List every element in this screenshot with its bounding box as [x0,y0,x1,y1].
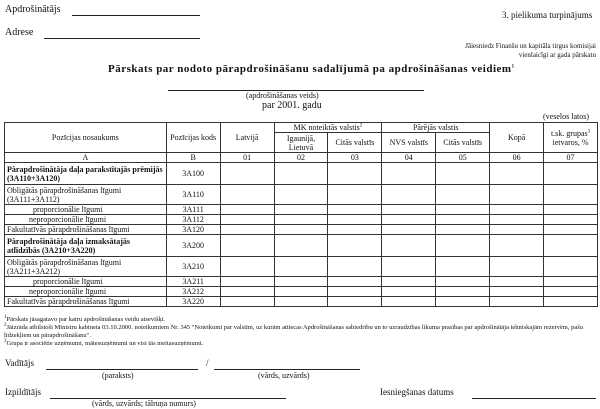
cell[interactable] [274,287,328,297]
cell[interactable] [328,287,382,297]
address-label: Adrese [5,27,34,38]
commission-line-1: Jāiesniedz Finanšu un kapitāla tirgus komisijai [465,42,596,50]
cell[interactable] [220,235,274,257]
cell[interactable] [220,277,274,287]
footnote-1: $^1$Pārskats jāsagatavo par katru apdrošināšanas veidu atsevišķi. [4,314,166,323]
cell[interactable] [544,235,598,257]
cell[interactable] [274,205,328,215]
insurer-label: Apdrošinātājs [5,4,61,15]
table-row [5,215,598,225]
cell[interactable] [382,297,436,307]
name-caption: (vārds, uzvārds) [258,371,310,380]
table-row [5,257,598,277]
cell[interactable] [544,215,598,225]
row-label: neproporcionālie līgumi [5,287,167,297]
cell[interactable] [382,235,436,257]
cell[interactable] [490,277,544,287]
cell[interactable] [490,225,544,235]
col-index: 07 [544,153,598,163]
cell[interactable] [328,225,382,235]
col-index: 06 [490,153,544,163]
cell[interactable] [436,205,490,215]
header-code: Pozīcijas kods [166,123,220,153]
row-code: 3A220 [166,297,220,307]
cell[interactable] [490,163,544,185]
cell[interactable] [274,257,328,277]
cell[interactable] [220,225,274,235]
cell[interactable] [274,225,328,235]
row-code: 3A112 [166,215,220,225]
cell[interactable] [490,215,544,225]
col-index: 02 [274,153,328,163]
table-row [5,277,598,287]
header-mk-countries: MK noteiktās valstis$^2$ [274,123,382,133]
row-label: Pārapdrošinātāja daļa parakstītajās prēmijās (3A110+3A120) [5,163,167,185]
cell[interactable] [544,277,598,287]
row-label: proporcionālie līgumi [5,277,167,287]
footnote-2: $^2$Jāizrāda atbilstoši Ministru kabineta 03.10.2000. noteikumiem Nr. 345 "Noteikumi par valstīm, uz kurām attiecas Apdrošināšanas sabiedrību un to uzraudzības likuma prasības par apdrošinātāja tehniskajām rezervēm, pašu līdzekļiem un pārapdrošināšanu". [4,322,583,339]
cell[interactable] [382,185,436,205]
manager-signature-line[interactable] [46,369,198,370]
cell[interactable] [490,205,544,215]
row-label: neproporcionālie līgumi [5,215,167,225]
row-code: 3A212 [166,287,220,297]
insurer-line[interactable] [72,15,200,16]
submission-date-label: Iesniegšanas datums [380,387,454,397]
row-code: 3A211 [166,277,220,287]
cell[interactable] [328,235,382,257]
cell[interactable] [220,287,274,297]
units-note: (veselos latos) [543,112,589,121]
row-label: Fakultatīvās pārapdrošināšanas līgumi [5,225,167,235]
footnote-3: $^3$Grupa ir asociētie uzņēmumi, mātesuzņēmumi un visi tās meitasuzņēmumi. [4,338,204,347]
executor-label: Izpildītājs [5,387,41,397]
row-label: Obligātās pārapdrošināšanas līgumi (3A211+3A212) [5,257,167,277]
table-row [5,297,598,307]
cell[interactable] [382,163,436,185]
row-code: 3A210 [166,257,220,277]
header-positions: Pozīcijas nosaukums [5,123,167,153]
commission-line-2: vienlaicīgi ar gada pārskatu [518,51,596,59]
executor-caption: (vārds, uzvārds; tālruņa numurs) [92,399,196,408]
row-label: Fakultatīvās pārapdrošināšanas līgumi [5,297,167,307]
header-total: Kopā [490,123,544,153]
cell[interactable] [328,277,382,287]
cell[interactable] [274,163,328,185]
report-title: Pārskats par nodoto pārapdrošināšanu sadalījumā pa apdrošināšanas veidiem$^1$ [108,63,515,75]
cell[interactable] [328,205,382,215]
cell[interactable] [220,185,274,205]
cell[interactable] [436,235,490,257]
cell[interactable] [544,185,598,205]
address-line[interactable] [44,38,200,39]
appendix-note: 3. pielikuma turpinājums [502,10,593,20]
cell[interactable] [544,287,598,297]
cell[interactable] [220,215,274,225]
column-index-row [5,153,598,163]
cell[interactable] [382,225,436,235]
cell[interactable] [328,257,382,277]
cell[interactable] [436,287,490,297]
cell[interactable] [382,277,436,287]
header-cis: NVS valstīs [382,133,436,153]
cell[interactable] [436,185,490,205]
cell[interactable] [220,257,274,277]
cell[interactable] [274,185,328,205]
cell[interactable] [490,235,544,257]
cell[interactable] [328,297,382,307]
cell[interactable] [436,257,490,277]
header-estonia-lithuania: Igaunijā, Lietuvā [274,133,328,153]
col-index: B [166,153,220,163]
cell[interactable] [220,205,274,215]
cell[interactable] [490,257,544,277]
cell[interactable] [382,257,436,277]
insurance-type-caption: (apdrošināšanas veids) [246,91,319,100]
cell[interactable] [544,225,598,235]
cell[interactable] [328,185,382,205]
header-other-states-2: Citās valstīs [436,133,490,153]
manager-name-line[interactable] [214,369,360,370]
table-row [5,163,598,185]
cell[interactable] [382,215,436,225]
row-label: proporcionālie līgumi [5,205,167,215]
cell[interactable] [274,235,328,257]
table-row [5,225,598,235]
header-latvia: Latvijā [220,123,274,153]
cell[interactable] [544,297,598,307]
header-other-states: Citās valstīs [328,133,382,153]
manager-label: Vadītājs [5,358,34,368]
row-label: Pārapdrošinātāja daļa izmaksātajās atlīdzībās (3A210+3A220) [5,235,167,257]
cell[interactable] [436,297,490,307]
cell[interactable] [328,163,382,185]
col-index: A [5,153,167,163]
col-index: 01 [220,153,274,163]
header-incl-group: t.sk. grupas$^3$ ietvaros, % [544,123,598,153]
table-row [5,287,598,297]
cell[interactable] [544,257,598,277]
cell[interactable] [436,277,490,287]
cell[interactable] [544,163,598,185]
signature-caption: (paraksts) [102,371,134,380]
cell[interactable] [436,225,490,235]
cell[interactable] [328,215,382,225]
cell[interactable] [274,297,328,307]
submission-date-line[interactable] [472,398,596,399]
slash: / [206,358,209,368]
cell[interactable] [220,163,274,185]
col-index: 04 [382,153,436,163]
table-row [5,205,598,215]
row-code: 3A111 [166,205,220,215]
col-index: 05 [436,153,490,163]
cell[interactable] [274,277,328,287]
cell[interactable] [436,163,490,185]
cell[interactable] [490,297,544,307]
report-year: par 2001. gadu [262,100,322,111]
report-table [4,122,598,307]
cell[interactable] [220,297,274,307]
header-other-countries: Pārējās valstis [382,123,490,133]
row-code: 3A100 [166,163,220,185]
table-row [5,235,598,257]
cell[interactable] [490,287,544,297]
cell[interactable] [490,185,544,205]
cell[interactable] [382,205,436,215]
cell[interactable] [382,287,436,297]
cell[interactable] [274,215,328,225]
col-index: 03 [328,153,382,163]
row-code: 3A200 [166,235,220,257]
cell[interactable] [544,205,598,215]
table-row [5,185,598,205]
row-code: 3A120 [166,225,220,235]
row-label: Obligātās pārapdrošināšanas līgumi (3A111+3A112) [5,185,167,205]
row-code: 3A110 [166,185,220,205]
cell[interactable] [436,215,490,225]
